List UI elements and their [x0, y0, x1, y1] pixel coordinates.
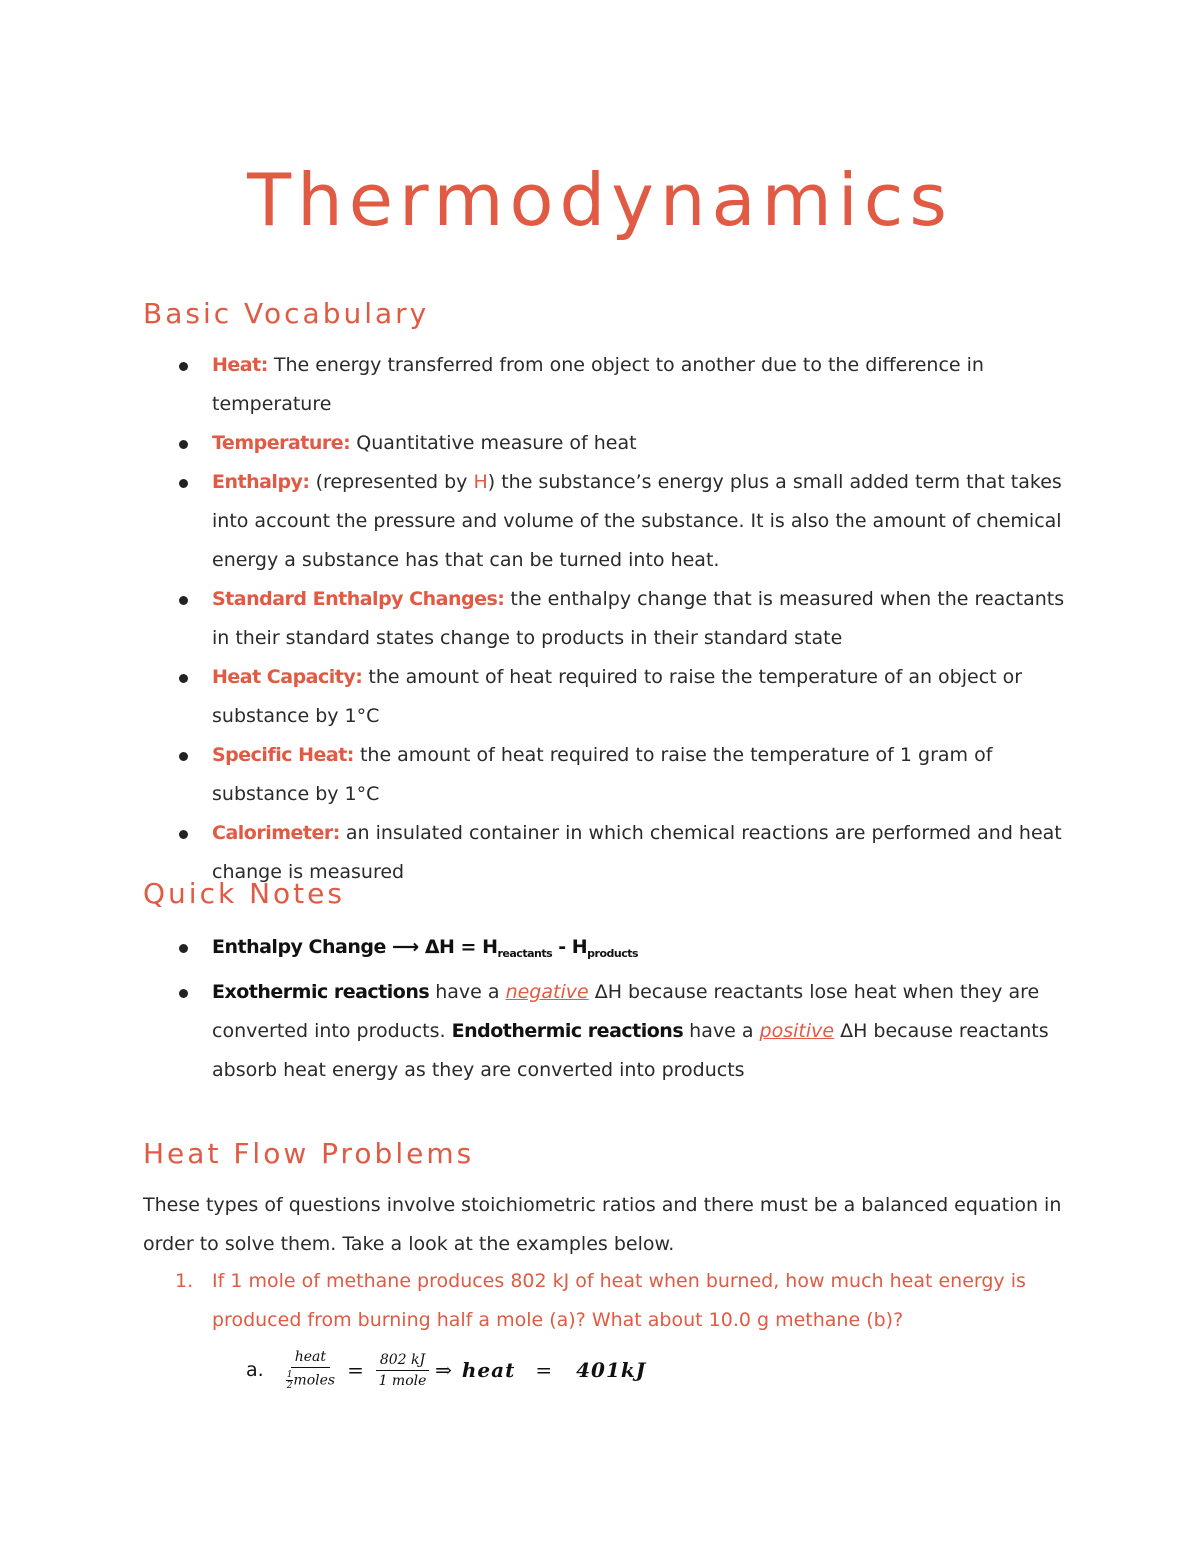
note-text: have a [429, 981, 506, 1003]
fraction-heat-per-moles [286, 1349, 335, 1391]
list-item [0, 736, 1200, 814]
list-item [0, 928, 1200, 973]
list-item [0, 580, 1200, 658]
fraction-denominator: 1 mole [378, 1372, 427, 1389]
problem-number: 1. [175, 1270, 194, 1292]
definition-text: ) the substance’s energy plus a small added term that takes into account the pressure and volume of the substance. It is also the amount of chemical energy a substance has that can be turned into heat. [212, 471, 1062, 571]
list-item [0, 973, 1200, 1090]
vocabulary-list [0, 346, 1200, 892]
bullet-icon [179, 989, 188, 998]
equation-a [246, 1346, 646, 1394]
definition-text: the amount of heat required to raise the temperature of an object or substance by 1°C [212, 666, 1023, 727]
bullet-icon [179, 479, 188, 488]
problem-item [0, 1262, 1200, 1340]
list-item [0, 658, 1200, 736]
term-specific-heat: Specific Heat: [212, 744, 354, 766]
page-title: Thermodynamics [247, 158, 953, 242]
definition-text: an insulated container in which chemical reactions are performed and heat change is measured [212, 822, 1062, 883]
equation-label: a. [246, 1359, 264, 1381]
list-item [0, 463, 1200, 580]
term-exothermic: Exothermic reactions [212, 981, 430, 1003]
formula-minus: - H [552, 936, 588, 958]
bullet-icon [179, 440, 188, 449]
problem-list [0, 1262, 1200, 1340]
problem-text: If 1 mole of methane produces 802 kJ of heat when burned, how much heat energy is produced from burning half a mole (a)? What about 10.0 g methane (b)? [212, 1270, 1026, 1331]
bullet-icon [179, 752, 188, 761]
fraction-denominator [286, 1368, 335, 1391]
heat-variable: heat [461, 1358, 516, 1382]
definition-text: Quantitative measure of heat [350, 432, 637, 454]
term-heat-capacity: Heat Capacity: [212, 666, 363, 688]
half-numerator: 1 [286, 1370, 293, 1380]
bullet-icon [179, 830, 188, 839]
term-calorimeter: Calorimeter: [212, 822, 340, 844]
section-heading-heat-flow-problems: Heat Flow Problems [143, 1137, 475, 1170]
bullet-icon [179, 362, 188, 371]
term-temperature: Temperature: [212, 432, 351, 454]
definition-text: The energy transferred from one object to another due to the difference in temperature [212, 354, 984, 415]
note-text: ΔH because reactants absorb heat energy as they are converted into products [212, 1020, 1049, 1081]
term-standard-enthalpy-changes: Standard Enthalpy Changes: [212, 588, 505, 610]
section-heading-basic-vocabulary: Basic Vocabulary [143, 297, 430, 330]
list-item [0, 424, 1200, 463]
term-enthalpy: Enthalpy: [212, 471, 310, 493]
equals-sign: = [535, 1358, 553, 1382]
result-value: 401kJ [576, 1358, 647, 1382]
enthalpy-symbol: H [473, 471, 488, 493]
equals-sign: = [347, 1358, 364, 1382]
negative-link[interactable]: negative [505, 981, 589, 1003]
formula-label: Enthalpy Change ⟶ ΔH = H [212, 936, 498, 958]
subscript-reactants: reactants [497, 947, 553, 960]
quick-notes-list [0, 928, 1200, 1090]
definition-text: the enthalpy change that is measured when the reactants in their standard states change to products in their standard state [212, 588, 1065, 649]
note-text: ΔH because reactants lose heat when they are converted into products. [212, 981, 1040, 1042]
section-heading-quick-notes: Quick Notes [143, 877, 345, 910]
bullet-icon [179, 674, 188, 683]
fraction-numerator: heat [291, 1349, 330, 1368]
positive-link[interactable]: positive [759, 1020, 835, 1042]
fraction-kj-per-mole [376, 1352, 429, 1389]
term-heat: Heat: [212, 354, 268, 376]
definition-text: the amount of heat required to raise the temperature of 1 gram of substance by 1°C [212, 744, 993, 805]
term-endothermic: Endothermic reactions [451, 1020, 684, 1042]
moles-unit: moles [293, 1372, 336, 1389]
enthalpy-change-formula [212, 936, 638, 958]
definition-prefix: (represented by [309, 471, 474, 493]
bullet-icon [179, 944, 188, 953]
implies-arrow: ⇒ [435, 1358, 452, 1382]
list-item [0, 346, 1200, 424]
bullet-icon [179, 596, 188, 605]
heat-flow-intro: These types of questions involve stoichiometric ratios and there must be a balanced equation in order to solve them. Take a look at the examples below. [143, 1194, 1062, 1255]
half-denominator: 2 [286, 1381, 293, 1391]
fraction-numerator: 802 kJ [376, 1352, 429, 1371]
note-text: have a [683, 1020, 760, 1042]
subscript-products: products [587, 947, 639, 960]
